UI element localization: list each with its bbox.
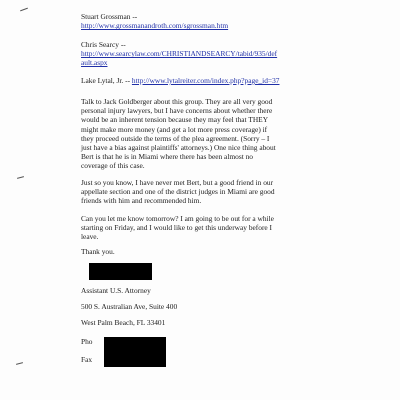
paragraph-bert bbox=[81, 178, 376, 206]
signature-title bbox=[81, 286, 376, 295]
phone-label: Pho bbox=[81, 337, 93, 346]
redacted-name bbox=[89, 263, 152, 280]
fax-label: Fax bbox=[81, 355, 93, 364]
paragraph-request bbox=[81, 214, 376, 242]
signature-city-text: West Palm Beach, FL 33401 bbox=[81, 318, 166, 327]
scan-mark-middle bbox=[17, 176, 24, 179]
closing-text: Thank you. bbox=[81, 247, 115, 256]
paragraph-line: Can you let me know tomorrow? I am going to be out for a while bbox=[81, 214, 274, 223]
paragraph-line: coverage of this case. bbox=[81, 161, 145, 171]
scan-mark-bottom bbox=[16, 362, 23, 365]
redacted-phone-fax bbox=[104, 337, 166, 367]
contact-link-line-1[interactable]: http://www.searcylaw.com/CHRISTIANDSEARCY/tabid/935/def bbox=[81, 49, 278, 59]
signature-address-text: 500 S. Australian Ave, Suite 400 bbox=[81, 302, 178, 311]
paragraph-line: Bert is that he is in Miami where there has been almost no bbox=[81, 152, 253, 162]
paragraph-line: starting on Friday, and I would like to get this underway before I bbox=[81, 223, 273, 233]
signature-city bbox=[81, 318, 376, 327]
paragraph-line: leave. bbox=[81, 232, 99, 242]
signature-title-text: Assistant U.S. Attorney bbox=[81, 286, 151, 295]
contact-searcy bbox=[81, 40, 376, 68]
contact-name: Lake Lytal, Jr. -- bbox=[81, 76, 131, 85]
closing bbox=[81, 247, 376, 256]
contact-name: Chris Searcy -- bbox=[81, 40, 126, 49]
paragraph-line: just have a bias against plaintiffs' attorneys.) One nice thing about bbox=[81, 143, 276, 153]
paragraph-line: Just so you know, I have never met Bert, but a good friend in our bbox=[81, 178, 274, 187]
contact-name: Stuart Grossman -- bbox=[81, 12, 138, 21]
paragraph-goldberger bbox=[81, 97, 376, 171]
contact-lytal bbox=[81, 76, 376, 85]
contact-line bbox=[81, 76, 376, 85]
paragraph-line: personal injury lawyers, but I have concerns about whether there bbox=[81, 106, 273, 116]
contact-link[interactable]: http://www.lytalreiter.com/index.php?page_id=37 bbox=[131, 76, 280, 85]
paragraph-line: might make more money (and get a lot more press coverage) if bbox=[81, 124, 268, 134]
paragraph-line: appellate section and one of the district judges in Miami are good bbox=[81, 187, 275, 197]
contact-grossman bbox=[81, 12, 376, 30]
paragraph-line: Talk to Jack Goldberger about this group. They are all very good bbox=[81, 97, 273, 106]
scan-mark-top bbox=[20, 8, 28, 12]
signature-address bbox=[81, 302, 376, 311]
paragraph-line: would be an inherent tension because they may feel that THEY bbox=[81, 115, 269, 125]
paragraph-line: friends with him and recommended him. bbox=[81, 196, 202, 206]
contact-link[interactable]: http://www.grossmanandroth.com/sgrossman.htm bbox=[81, 21, 229, 31]
contact-link-line-2[interactable]: ault.aspx bbox=[81, 58, 108, 68]
paragraph-line: they proceed outside the terms of the plea agreement. (Sorry – I bbox=[81, 133, 270, 143]
